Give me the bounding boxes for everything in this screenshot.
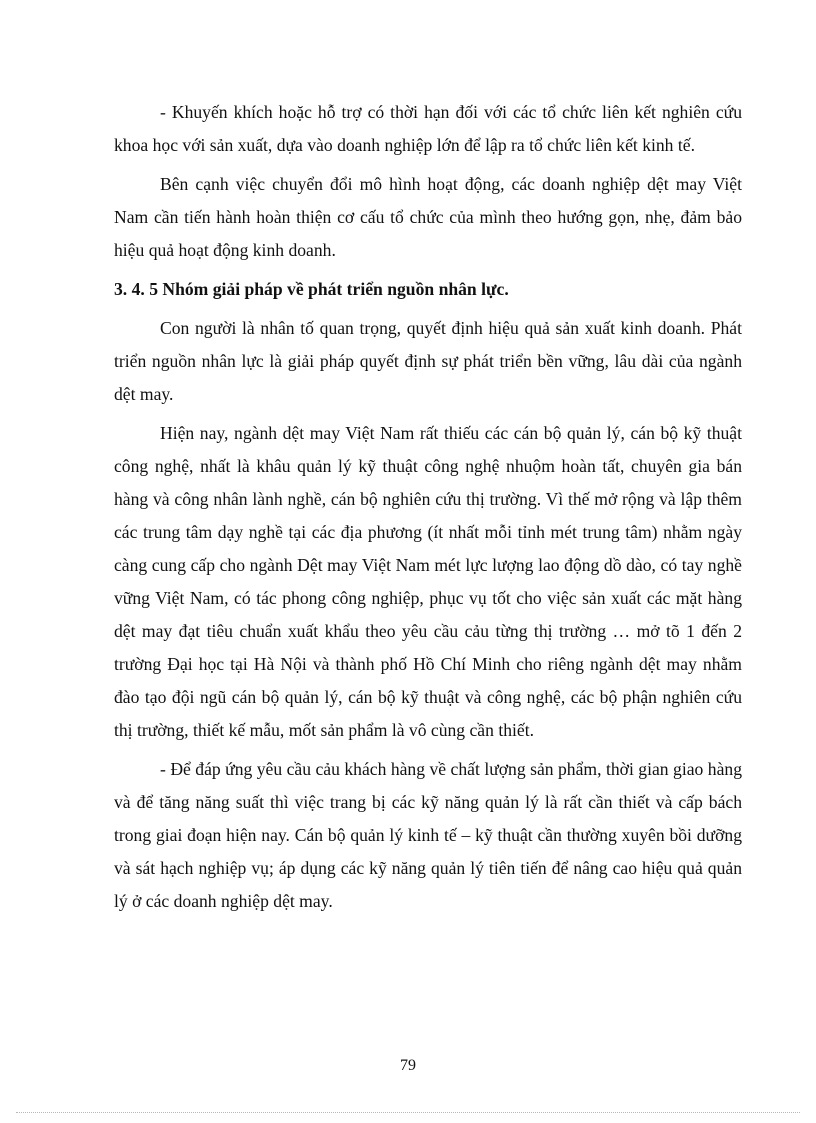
page-number: 79	[400, 1057, 416, 1074]
paragraph-organizational-structure: Bên cạnh việc chuyển đổi mô hình hoạt động, các doanh nghiệp dệt may Việt Nam cần tiến hành hoàn thiện cơ cấu tổ chức của mình theo hướng gọn, nhẹ, đảm bảo hiệu quả hoạt động kinh doanh.	[114, 174, 742, 260]
page-content	[114, 96, 742, 924]
page-bottom-divider	[16, 1112, 800, 1113]
paragraph-human-factor: Con người là nhân tố quan trọng, quyết định hiệu quả sản xuất kinh doanh. Phát triển nguồn nhân lực là giải pháp quyết định sự phát triển bền vững, lâu dài của ngành dệt may.	[114, 318, 742, 404]
paragraph-support-research-links: - Khuyến khích hoặc hỗ trợ có thời hạn đối với các tổ chức liên kết nghiên cứu khoa học với sản xuất, dựa vào doanh nghiệp lớn để lập ra tổ chức liên kết kinh tế.	[114, 102, 742, 155]
paragraph-workforce-shortage: Hiện nay, ngành dệt may Việt Nam rất thiếu các cán bộ quản lý, cán bộ kỹ thuật công nghệ, nhất là khâu quản lý kỹ thuật công nghệ nhuộm hoàn tất, chuyên gia bán hàng và công nhân lành nghề, cán bộ nghiên cứu thị trường. Vì thế mở rộng và lập thêm các trung tâm dạy nghề tại các địa phương (ít nhất mỗi tỉnh mét trung tâm) nhằm ngày càng cung cấp cho ngành Dệt may Việt Nam mét lực lượng lao động dồ dào, có tay nghề vững Việt Nam, có tác phong công nghiệp, phục vụ tốt cho việc sản xuất các mặt hàng dệt may đạt tiêu chuẩn xuất khẩu theo yêu cầu cảu từng thị trường … mở tõ 1 đến 2 trường Đại học tại Hà Nội và thành phố Hồ Chí Minh cho riêng ngành dệt may nhằm đào tạo đội ngũ cán bộ quản lý, cán bộ kỹ thuật và công nghệ, các bộ phận nghiên cứu thị trường, thiết kế mẫu, mốt sản phẩm là vô cùng cần thiết.	[114, 423, 742, 740]
paragraph-management-skills: - Để đáp ứng yêu cầu cảu khách hàng về chất lượng sản phẩm, thời gian giao hàng và để tăng năng suất thì việc trang bị các kỹ năng quản lý là rất cần thiết và cấp bách trong giai đoạn hiện nay. Cán bộ quản lý kinh tế – kỹ thuật cần thường xuyên bồi dưỡng và sát hạch nghiệp vụ; áp dụng các kỹ năng quản lý tiên tiến để nâng cao hiệu quả quản lý ở các doanh nghiệp dệt may.	[114, 759, 742, 911]
section-heading: 3. 4. 5 Nhóm giải pháp về phát triển nguồn nhân lực.	[114, 279, 509, 299]
